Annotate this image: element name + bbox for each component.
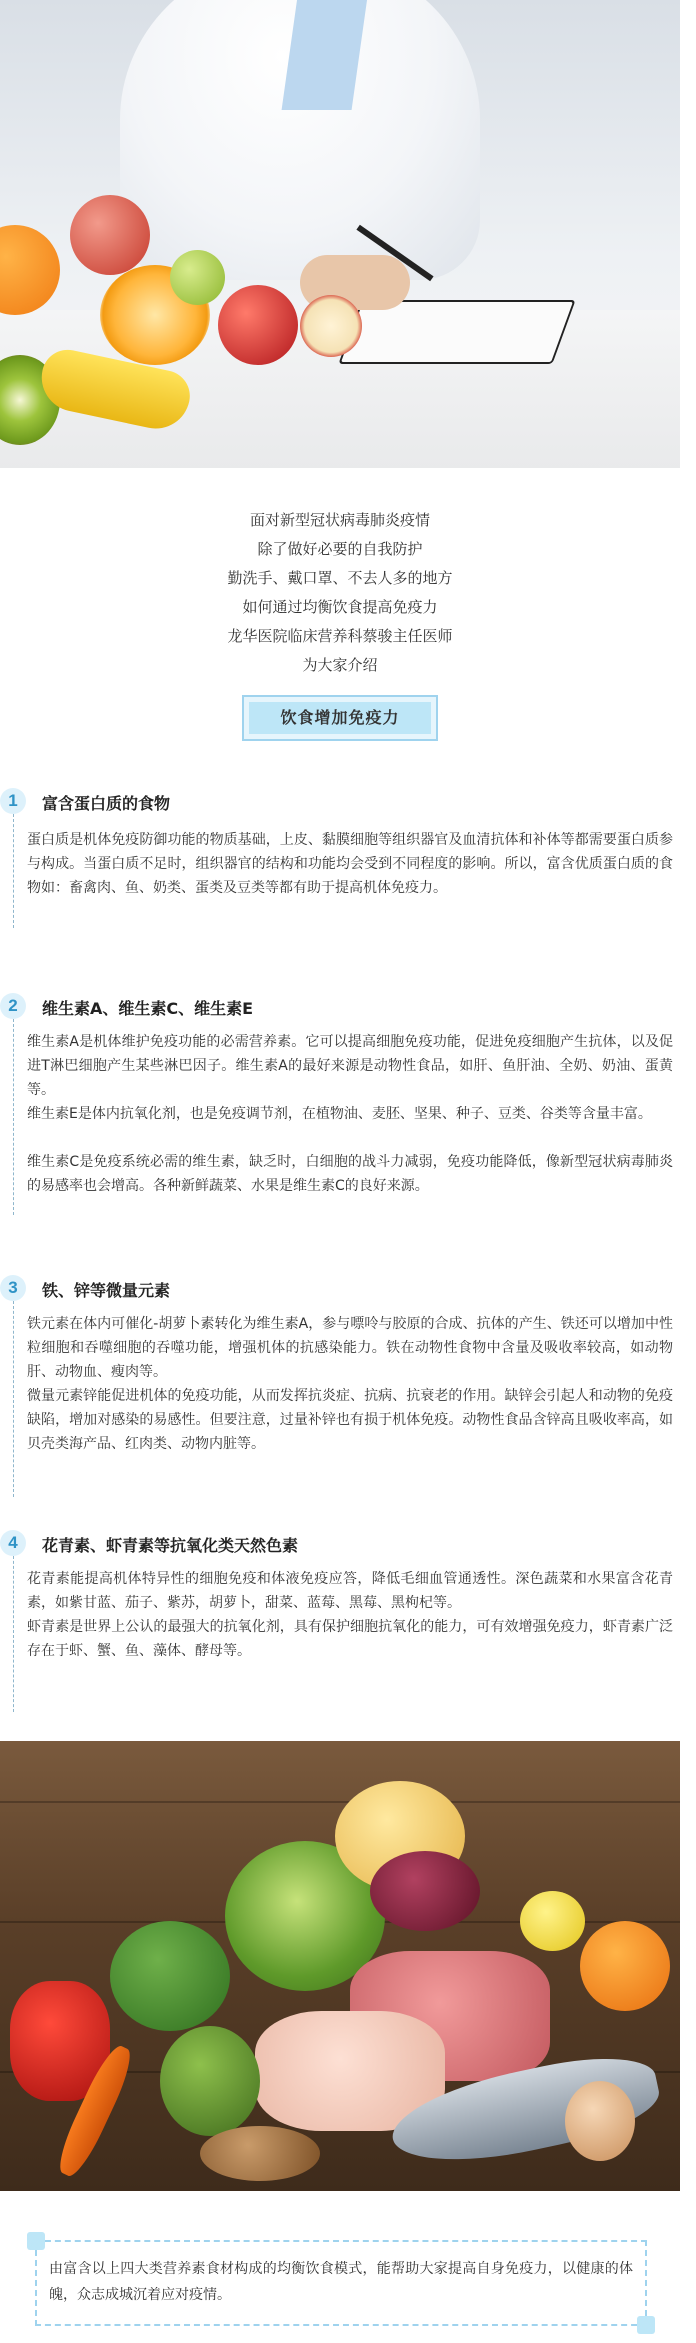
section-paragraph: 虾青素是世界上公认的最强大的抗氧化剂，具有保护细胞抗氧化的能力，可有效增强免疫力，虾青素广泛存在于虾、蟹、鱼、藻体、酵母等。 [27,1619,673,1659]
corner-decoration [27,2232,45,2250]
section-paragraph: 维生素E是体内抗氧化剂，也是免疫调节剂，在植物油、麦胚、坚果、种子、豆类、谷类等含量丰富。 [27,1106,652,1122]
section-antioxidants [0,1530,680,1700]
nuts [200,2126,320,2181]
section-minerals [0,1275,680,1505]
intro-line: 如何通过均衡饮食提高免疫力 [242,598,438,616]
intro-line: 勤洗手、戴口罩、不去人多的地方 [227,569,453,587]
section-divider-line [13,814,14,928]
avocado [160,2026,260,2136]
apple-half [300,295,362,357]
section-number-badge: 1 [0,788,26,814]
section-banner [242,695,438,741]
section-protein [0,788,680,938]
hero-image-doctor-fruits [0,0,680,468]
section-number-badge: 2 [0,993,26,1019]
banner-title: 饮食增加免疫力 [249,702,431,734]
section-paragraph: 微量元素锌能促进机体的免疫功能，从而发挥抗炎症、抗病、抗衰老的作用。缺锌会引起人和动物的免疫缺陷，增加对感染的易感性。但要注意，过量补锌也有损于机体免疫。动物性食品含锌高且吸收率高，如贝壳类海产品、红肉类、动物内脏等。 [27,1388,673,1452]
orange-fruit [0,225,60,315]
intro-line: 龙华医院临床营养科蔡骏主任医师 [227,627,453,645]
broccoli [110,1921,230,2031]
corner-decoration [637,2316,655,2334]
summary-text: 由富含以上四大类营养素食材构成的均衡饮食模式，能帮助大家提高自身免疫力，以健康的体魄，众志成城沉着应对疫情。 [49,2261,633,2303]
wood-plank-line [0,1801,680,1803]
section-paragraph: 维生素A是机体维护免疫功能的必需营养素。它可以提高细胞免疫功能，促进免疫细胞产生抗体，以及促进T淋巴细胞产生某些淋巴因子。维生素A的最好来源是动物性食品，如肝、鱼肝油、全奶、奶油、蛋黄等。 [27,1034,673,1098]
section-divider-line [13,1301,14,1497]
intro-line: 面对新型冠状病毒肺炎疫情 [249,511,430,529]
section-divider-line [13,1019,14,1215]
section-number-badge: 4 [0,1530,26,1556]
section-title: 花青素、虾青素等抗氧化类天然色素 [42,1536,299,1555]
section-title: 铁、锌等微量元素 [42,1281,171,1300]
green-apple [170,250,225,305]
orange [580,1921,670,2011]
apple-fruit [70,195,150,275]
section-paragraph: 维生素C是免疫系统必需的维生素，缺乏时，白细胞的战斗力减弱，免疫功能降低，像新型冠状病毒肺炎的易感率也会增高。各种新鲜蔬菜、水果是维生素C的良好来源。 [27,1154,673,1194]
section-paragraph: 蛋白质是机体免疫防御功能的物质基础，上皮、黏膜细胞等组织器官及血清抗体和补体等都需要蛋白质参与构成。当蛋白质不足时，组织器官的结构和功能均会受到不同程度的影响。所以，富含优质蛋白质的食物如：畜禽肉、鱼、奶类、蛋类及豆类等都有助于提高机体免疫力。 [27,832,673,896]
section-title: 维生素A、维生素C、维生素E [42,999,254,1018]
section-vitamins [0,993,680,1223]
eggs [565,2081,635,2161]
red-apple [218,285,298,365]
lemon [520,1891,585,1951]
grapes [370,1851,480,1931]
intro-line: 为大家介绍 [302,656,378,674]
section-title: 富含蛋白质的食物 [42,794,171,813]
intro-line: 除了做好必要的自我防护 [257,540,423,558]
section-divider-line [13,1556,14,1712]
section-number-badge: 3 [0,1275,26,1301]
food-ingredients-image [0,1741,680,2191]
section-paragraph: 花青素能提高机体特异性的细胞免疫和体液免疫应答，降低毛细血管通透性。深色蔬菜和水果富含花青素，如紫甘蓝、茄子、紫苏，胡萝卜，甜菜、蓝莓、黑莓、黑枸杞等。 [27,1571,673,1611]
intro-text [0,506,680,680]
summary-box [35,2240,647,2326]
section-paragraph: 铁元素在体内可催化-胡萝卜素转化为维生素A，参与嘌呤与胶原的合成、抗体的产生、铁还可以增加中性粒细胞和吞噬细胞的吞噬功能，增强机体的抗感染能力。铁在动物性食物中含量及吸收率较高，如动物肝、动物血、瘦肉等。 [27,1316,673,1380]
